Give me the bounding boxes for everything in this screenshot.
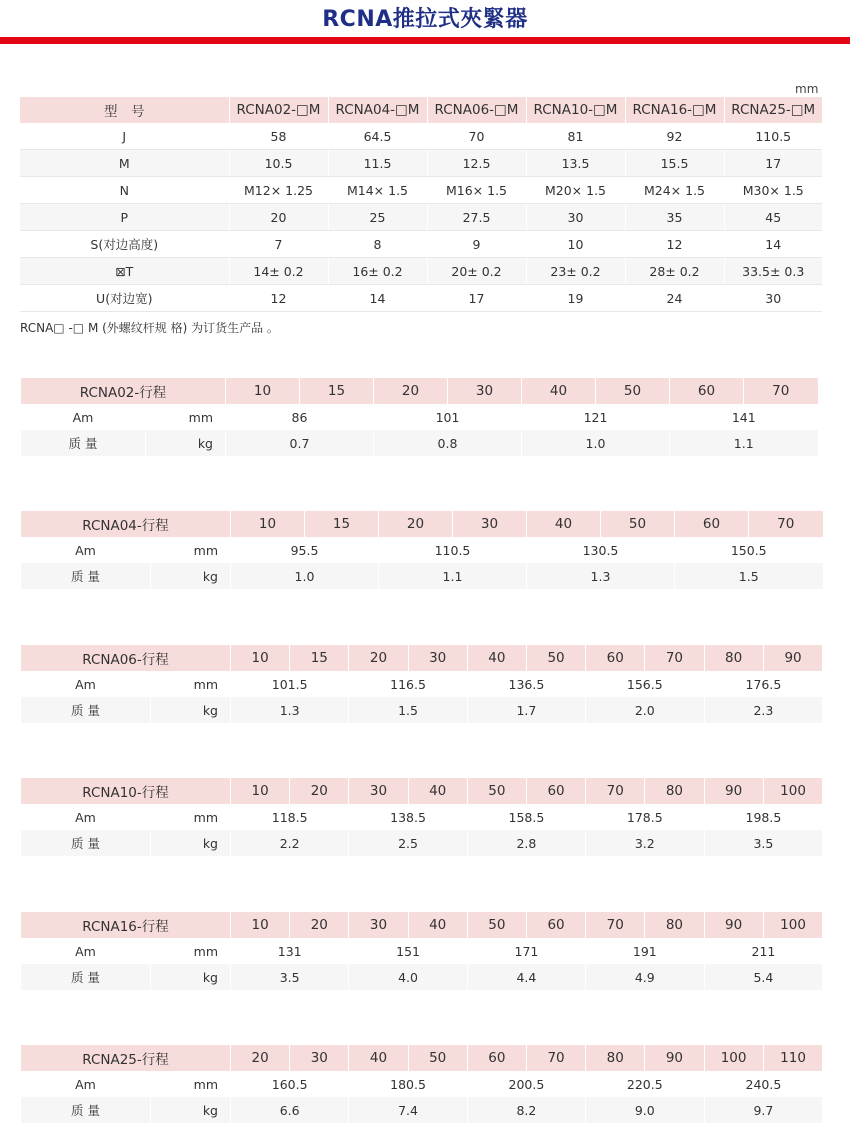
am-value: 136.5 <box>467 671 585 697</box>
mass-value: 3.5 <box>704 830 822 856</box>
am-label: Am <box>21 671 151 697</box>
stroke-value: 10 <box>231 778 290 804</box>
stroke-model-label: RCNA06-行程 <box>21 645 231 671</box>
spec-header-model: RCNA06-□M <box>427 97 526 123</box>
spec-cell: 9 <box>427 231 526 258</box>
stroke-value: 40 <box>467 645 526 671</box>
table-row <box>20 204 822 231</box>
stroke-value: 50 <box>467 912 526 938</box>
table-row <box>20 231 822 258</box>
page-title: RCNA推拉式夾緊器 <box>322 7 528 32</box>
am-label: Am <box>21 537 151 563</box>
mass-label: 质 量 <box>21 964 151 990</box>
mass-value: 8.2 <box>467 1097 585 1123</box>
mass-label: 质 量 <box>21 563 151 589</box>
mass-row <box>21 430 818 456</box>
am-value: 158.5 <box>467 804 585 830</box>
stroke-model-label: RCNA16-行程 <box>21 912 231 938</box>
stroke-table <box>20 912 822 990</box>
am-value: 220.5 <box>586 1071 704 1097</box>
spec-row-label: U(对边宽) <box>20 285 229 312</box>
mass-row <box>21 563 823 589</box>
spec-cell: M14× 1.5 <box>328 177 427 204</box>
mass-value: 0.7 <box>226 430 374 456</box>
am-value: 198.5 <box>704 804 822 830</box>
spec-cell: 14 <box>724 231 822 258</box>
am-value: 138.5 <box>349 804 467 830</box>
stroke-value: 10 <box>226 378 300 404</box>
spec-header-model: RCNA10-□M <box>526 97 625 123</box>
mass-value: 4.0 <box>349 964 467 990</box>
stroke-table <box>20 511 823 589</box>
spec-header-model: RCNA04-□M <box>328 97 427 123</box>
stroke-value: 20 <box>349 645 408 671</box>
spec-cell: 25 <box>328 204 427 231</box>
spec-row-label: N <box>20 177 229 204</box>
spec-cell: 12 <box>625 231 724 258</box>
mass-value: 4.4 <box>467 964 585 990</box>
stroke-table <box>20 378 818 456</box>
stroke-header-row <box>21 1045 823 1071</box>
stroke-value: 60 <box>670 378 744 404</box>
spec-cell: 10.5 <box>229 150 328 177</box>
stroke-value: 80 <box>704 645 763 671</box>
spec-header-model: RCNA02-□M <box>229 97 328 123</box>
spec-row-label: M <box>20 150 229 177</box>
am-value: 121 <box>522 404 670 430</box>
spec-table <box>20 97 822 312</box>
stroke-value: 50 <box>601 511 675 537</box>
am-unit: mm <box>151 938 231 964</box>
stroke-value: 70 <box>645 645 704 671</box>
stroke-table <box>20 1045 822 1123</box>
mass-unit: kg <box>146 430 226 456</box>
spec-cell: 58 <box>229 123 328 150</box>
mass-value: 1.3 <box>527 563 675 589</box>
stroke-value: 80 <box>586 1045 645 1071</box>
stroke-value: 80 <box>645 778 704 804</box>
spec-cell: 30 <box>526 204 625 231</box>
am-value: 200.5 <box>467 1071 585 1097</box>
mass-row <box>21 964 823 990</box>
stroke-value: 80 <box>645 912 704 938</box>
spec-cell: 13.5 <box>526 150 625 177</box>
mass-value: 9.7 <box>704 1097 822 1123</box>
spec-cell: 11.5 <box>328 150 427 177</box>
spec-cell: 8 <box>328 231 427 258</box>
mass-row <box>21 830 823 856</box>
stroke-value: 70 <box>749 511 823 537</box>
mass-value: 1.5 <box>349 697 467 723</box>
spec-cell: 45 <box>724 204 822 231</box>
spec-cell: 70 <box>427 123 526 150</box>
spec-cell: M12× 1.25 <box>229 177 328 204</box>
spec-cell: 23± 0.2 <box>526 258 625 285</box>
stroke-model-label: RCNA10-行程 <box>21 778 231 804</box>
am-unit: mm <box>151 537 231 563</box>
spec-cell: 14± 0.2 <box>229 258 328 285</box>
title-underline <box>0 37 850 44</box>
am-row <box>21 404 818 430</box>
mass-value: 6.6 <box>231 1097 349 1123</box>
spec-cell: M20× 1.5 <box>526 177 625 204</box>
am-value: 130.5 <box>527 537 675 563</box>
mass-value: 1.3 <box>231 697 349 723</box>
am-unit: mm <box>146 404 226 430</box>
mass-value: 2.2 <box>231 830 349 856</box>
stroke-value: 20 <box>290 912 349 938</box>
mass-value: 2.5 <box>349 830 467 856</box>
mass-value: 0.8 <box>374 430 522 456</box>
am-unit: mm <box>151 804 231 830</box>
spec-cell: 17 <box>427 285 526 312</box>
spec-cell: 20± 0.2 <box>427 258 526 285</box>
stroke-table <box>20 778 822 856</box>
am-value: 171 <box>467 938 585 964</box>
mass-label: 质 量 <box>21 1097 151 1123</box>
mass-row <box>21 697 823 723</box>
mass-value: 3.2 <box>586 830 704 856</box>
stroke-table <box>20 645 822 723</box>
mass-value: 1.0 <box>522 430 670 456</box>
stroke-value: 100 <box>763 912 822 938</box>
am-value: 180.5 <box>349 1071 467 1097</box>
stroke-model-label: RCNA02-行程 <box>21 378 226 404</box>
spec-cell: 110.5 <box>724 123 822 150</box>
spec-cell: 92 <box>625 123 724 150</box>
spec-cell: 15.5 <box>625 150 724 177</box>
stroke-value: 40 <box>408 778 467 804</box>
spec-header-model: RCNA25-□M <box>724 97 822 123</box>
stroke-value: 30 <box>349 778 408 804</box>
stroke-value: 90 <box>704 778 763 804</box>
stroke-value: 30 <box>408 645 467 671</box>
am-value: 86 <box>226 404 374 430</box>
am-value: 160.5 <box>231 1071 349 1097</box>
stroke-value: 90 <box>704 912 763 938</box>
spec-cell: 17 <box>724 150 822 177</box>
spec-cell: 81 <box>526 123 625 150</box>
stroke-value: 70 <box>744 378 818 404</box>
stroke-value: 10 <box>231 912 290 938</box>
mass-unit: kg <box>151 964 231 990</box>
stroke-value: 50 <box>526 645 585 671</box>
stroke-value: 20 <box>374 378 448 404</box>
stroke-value: 30 <box>290 1045 349 1071</box>
spec-cell: 7 <box>229 231 328 258</box>
stroke-value: 10 <box>231 645 290 671</box>
spec-cell: 35 <box>625 204 724 231</box>
mass-value: 1.0 <box>231 563 379 589</box>
stroke-value: 60 <box>526 778 585 804</box>
stroke-value: 50 <box>596 378 670 404</box>
spec-header-label: 型 号 <box>20 97 229 123</box>
mass-value: 1.1 <box>379 563 527 589</box>
table-row <box>20 177 822 204</box>
am-label: Am <box>21 804 151 830</box>
spec-row-label: ⊠T <box>20 258 229 285</box>
spec-cell: 24 <box>625 285 724 312</box>
am-row <box>21 671 823 697</box>
spec-cell: 19 <box>526 285 625 312</box>
am-value: 110.5 <box>379 537 527 563</box>
mass-value: 1.1 <box>670 430 818 456</box>
stroke-value: 70 <box>586 912 645 938</box>
spec-cell: 64.5 <box>328 123 427 150</box>
stroke-value: 70 <box>526 1045 585 1071</box>
mass-value: 2.8 <box>467 830 585 856</box>
mass-value: 1.7 <box>467 697 585 723</box>
stroke-value: 20 <box>379 511 453 537</box>
mass-unit: kg <box>151 697 231 723</box>
am-value: 101 <box>374 404 522 430</box>
spec-cell: 33.5± 0.3 <box>724 258 822 285</box>
am-value: 176.5 <box>704 671 822 697</box>
spec-cell: 10 <box>526 231 625 258</box>
spec-header-row <box>20 97 822 123</box>
mass-value: 2.3 <box>704 697 822 723</box>
stroke-value: 20 <box>231 1045 290 1071</box>
am-row <box>21 537 823 563</box>
spec-cell: 27.5 <box>427 204 526 231</box>
mass-unit: kg <box>151 1097 231 1123</box>
stroke-value: 90 <box>645 1045 704 1071</box>
spec-cell: 14 <box>328 285 427 312</box>
mass-unit: kg <box>151 830 231 856</box>
am-value: 101.5 <box>231 671 349 697</box>
table-row <box>20 258 822 285</box>
mass-row <box>21 1097 823 1123</box>
am-value: 240.5 <box>704 1071 822 1097</box>
stroke-header-row <box>21 778 823 804</box>
stroke-value: 60 <box>526 912 585 938</box>
am-unit: mm <box>151 671 231 697</box>
stroke-value: 50 <box>467 778 526 804</box>
stroke-value: 10 <box>231 511 305 537</box>
mass-value: 9.0 <box>586 1097 704 1123</box>
am-value: 141 <box>670 404 818 430</box>
mass-value: 5.4 <box>704 964 822 990</box>
spec-row-label: J <box>20 123 229 150</box>
spec-cell: 12.5 <box>427 150 526 177</box>
spec-cell: 16± 0.2 <box>328 258 427 285</box>
stroke-value: 30 <box>349 912 408 938</box>
am-value: 118.5 <box>231 804 349 830</box>
am-value: 150.5 <box>675 537 823 563</box>
am-row <box>21 804 823 830</box>
spec-row-label: S(对边高度) <box>20 231 229 258</box>
stroke-value: 40 <box>349 1045 408 1071</box>
spec-cell: M30× 1.5 <box>724 177 822 204</box>
stroke-value: 40 <box>522 378 596 404</box>
table-row <box>20 123 822 150</box>
am-label: Am <box>21 1071 151 1097</box>
mass-label: 质 量 <box>21 430 146 456</box>
stroke-header-row <box>21 645 823 671</box>
stroke-value: 60 <box>586 645 645 671</box>
stroke-value: 15 <box>300 378 374 404</box>
spec-cell: 20 <box>229 204 328 231</box>
stroke-header-row <box>21 511 823 537</box>
stroke-value: 30 <box>453 511 527 537</box>
spec-cell: 28± 0.2 <box>625 258 724 285</box>
am-row <box>21 1071 823 1097</box>
mass-unit: kg <box>151 563 231 589</box>
am-value: 95.5 <box>231 537 379 563</box>
spec-cell: 30 <box>724 285 822 312</box>
order-note: RCNA□ -□ M (外螺纹杆规 格) 为订货生产品 。 <box>20 321 279 335</box>
stroke-header-row <box>21 378 818 404</box>
stroke-value: 30 <box>448 378 522 404</box>
stroke-value: 60 <box>467 1045 526 1071</box>
spec-header-model: RCNA16-□M <box>625 97 724 123</box>
stroke-model-label: RCNA25-行程 <box>21 1045 231 1071</box>
mass-value: 7.4 <box>349 1097 467 1123</box>
stroke-header-row <box>21 912 823 938</box>
am-value: 151 <box>349 938 467 964</box>
stroke-value: 40 <box>408 912 467 938</box>
am-value: 191 <box>586 938 704 964</box>
stroke-value: 15 <box>305 511 379 537</box>
stroke-value: 90 <box>763 645 822 671</box>
am-value: 116.5 <box>349 671 467 697</box>
spec-cell: M16× 1.5 <box>427 177 526 204</box>
am-value: 211 <box>704 938 822 964</box>
stroke-value: 15 <box>290 645 349 671</box>
stroke-value: 70 <box>586 778 645 804</box>
spec-row-label: P <box>20 204 229 231</box>
table-row <box>20 150 822 177</box>
stroke-value: 60 <box>675 511 749 537</box>
am-value: 131 <box>231 938 349 964</box>
unit-label: mm <box>795 82 819 96</box>
stroke-value: 40 <box>527 511 601 537</box>
am-row <box>21 938 823 964</box>
mass-value: 4.9 <box>586 964 704 990</box>
stroke-value: 110 <box>763 1045 822 1071</box>
spec-cell: M24× 1.5 <box>625 177 724 204</box>
mass-label: 质 量 <box>21 830 151 856</box>
mass-label: 质 量 <box>21 697 151 723</box>
table-row <box>20 285 822 312</box>
mass-value: 1.5 <box>675 563 823 589</box>
am-value: 178.5 <box>586 804 704 830</box>
stroke-value: 20 <box>290 778 349 804</box>
am-unit: mm <box>151 1071 231 1097</box>
am-value: 156.5 <box>586 671 704 697</box>
stroke-value: 100 <box>704 1045 763 1071</box>
stroke-model-label: RCNA04-行程 <box>21 511 231 537</box>
mass-value: 3.5 <box>231 964 349 990</box>
am-label: Am <box>21 938 151 964</box>
stroke-value: 100 <box>763 778 822 804</box>
mass-value: 2.0 <box>586 697 704 723</box>
stroke-value: 50 <box>408 1045 467 1071</box>
am-label: Am <box>21 404 146 430</box>
spec-cell: 12 <box>229 285 328 312</box>
